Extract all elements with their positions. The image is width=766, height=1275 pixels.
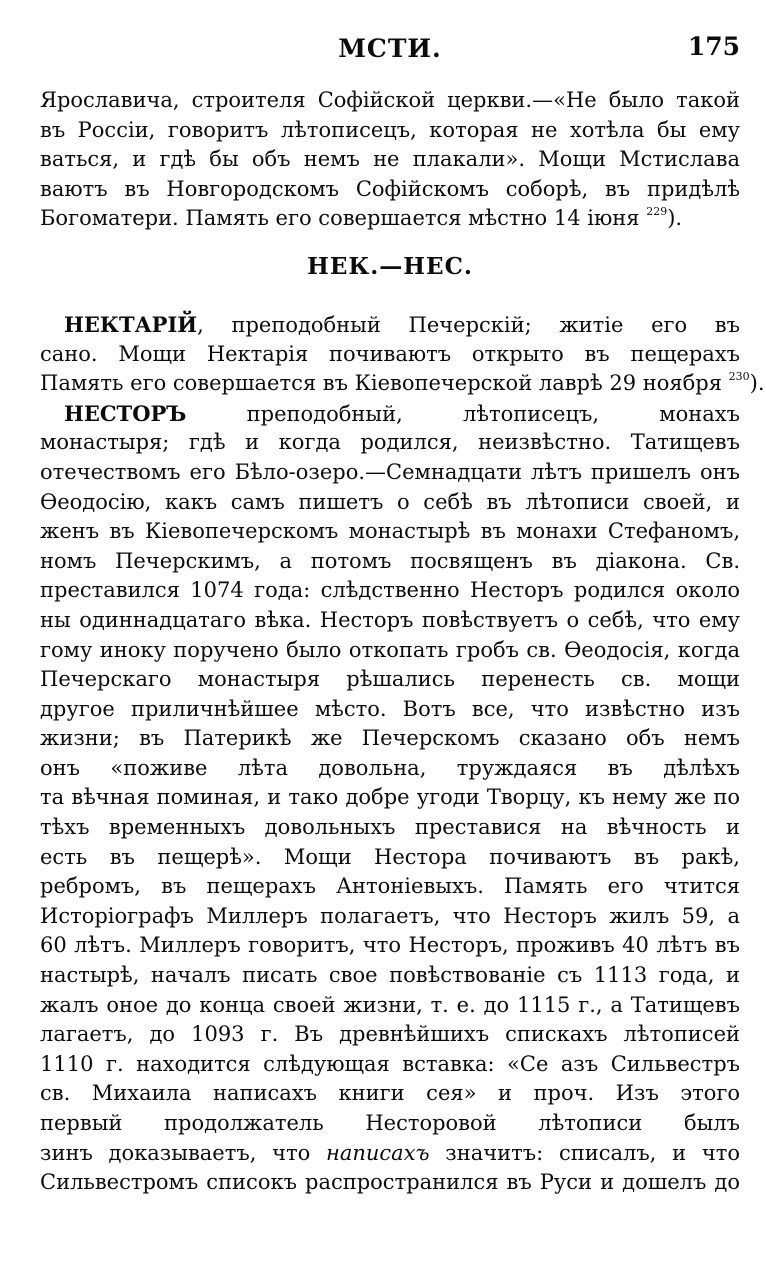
text-line: 60 лѣтъ. Миллеръ говоритъ, что Несторъ, проживъ 40 лѣтъ въ [40,933,740,958]
text-line: св. Михаила написахъ книги сея» и проч. Изъ этого [40,1081,740,1106]
entry-first-line [40,310,740,340]
text-line: Сильвестромъ списокъ распространился въ Руси и дошелъ до [40,1170,740,1195]
entry-first-line [40,399,740,429]
text-line-with-italic [40,1139,740,1169]
text-line: преставился 1074 года: слѣдственно Несторъ родился около [40,578,740,603]
text-line: Исторіографъ Миллеръ полагаетъ, что Несторъ жилъ 59, а [40,903,740,928]
text-line: Ѳеодосію, какъ самъ пишетъ о себѣ въ лѣтописи своей, и [40,489,740,514]
text-line: ребромъ, въ пещерахъ Антоніевыхъ. Память его чтится [40,874,740,899]
text-line: номъ Печерскимъ, а потомъ посвященъ въ діакона. Св. [40,548,740,573]
text-line: женъ въ Кіевопечерскомъ монастырѣ въ монахи Стефаномъ, [40,519,740,544]
page-number: 175 [687,32,740,61]
body-text [40,86,765,1198]
text-line: ны одиннадцатаго вѣка. Несторъ повѣствуетъ о себѣ, что ему [40,607,740,632]
entry-term: НЕКТАРІЙ [64,311,198,337]
running-title: МСТИ. [338,33,442,63]
text-fragment: ). [749,371,765,396]
entry-term: НЕСТОРЪ [64,400,187,426]
text-line: жизни; въ Патерикѣ же Печерскомъ сказано объ немъ [40,726,740,751]
text-line: отечествомъ его Бѣло-озеро.—Семнадцати лѣтъ пришелъ онъ [40,459,740,484]
text-line: лагаетъ, до 1093 г. Въ древнѣйшихъ спискахъ лѣтописей [40,1022,740,1047]
text-line: первый продолжатель Несторовой лѣтописи былъ [40,1111,740,1135]
text-line: та вѣчная поминая, и тако добре угоди Творцу, къ нему же по [40,785,740,810]
running-header [40,30,740,66]
italic-word: написахъ [326,1140,430,1165]
text-fragment: ). [667,206,683,231]
text-line: Ярославича, строителя Софійской церкви.—«Не было такой [40,88,740,112]
text-line: 1110 г. находится слѣдующая вставка: «Се азъ Сильвестръ [40,1051,740,1076]
text-line: гому иноку поручено было откопать гробъ св. Ѳеодосія, когда [40,637,740,662]
text-line: Печерскаго монастыря рѣшались перенесть св. мощи [40,667,740,692]
text-fragment: Память его совершается въ Кіевопечерской лаврѣ 29 ноября [40,371,722,396]
text-line: тѣхъ временныхъ довольныхъ преставися на вѣчность и [40,815,740,840]
text-line: сано. Мощи Нектарія почиваютъ открыто въ пещерахъ [40,341,740,366]
mstislav-paragraph [40,86,740,234]
text-fragment: зинъ доказываетъ, что [40,1140,327,1165]
text-line: ваютъ въ Новгородскомъ Софійскомъ соборѣ, въ придѣлѣ [40,176,740,201]
nektariy-entry [40,310,765,399]
footnote-ref: 230 [728,370,750,384]
footnote-ref: 229 [646,205,668,219]
text-fragment: преподобный, лѣтописецъ, монахъ [246,401,740,426]
text-line: настырѣ, началъ писать свое повѣствованіе съ 1113 года, и [40,963,740,988]
text-line: другое приличнѣйшее мѣсто. Вотъ все, что извѣстно изъ [40,696,740,721]
text-line-last [40,204,740,234]
text-line: онъ «поживе лѣта довольна, труждаяся въ дѣлѣхъ [40,755,740,780]
text-fragment: Богоматери. Память его совершается мѣстно 14 іюня [40,206,640,231]
text-line: въ Россіи, говоритъ лѣтописецъ, которая не хотѣла бы ему [40,117,740,142]
text-fragment: , преподобный Печерскій; житіе его въ [197,312,740,337]
nestor-entry [40,399,740,1198]
text-line: ваться, и гдѣ бы объ немъ не плакали». Мощи Мстислава [40,147,740,172]
text-line: жалъ оное до конца своей жизни, т. е. до 1115 г., а Татищевъ [40,992,740,1017]
text-line-last [40,369,765,399]
text-fragment: значитъ: списалъ, и что [445,1140,740,1165]
section-heading: НЕК.—НЕС. [307,252,473,280]
text-line: монастыря; гдѣ и когда родился, неизвѣстно. Татищевъ [40,430,740,455]
text-line: есть въ пещерѣ». Мощи Нестора почиваютъ въ ракѣ, [40,844,740,869]
